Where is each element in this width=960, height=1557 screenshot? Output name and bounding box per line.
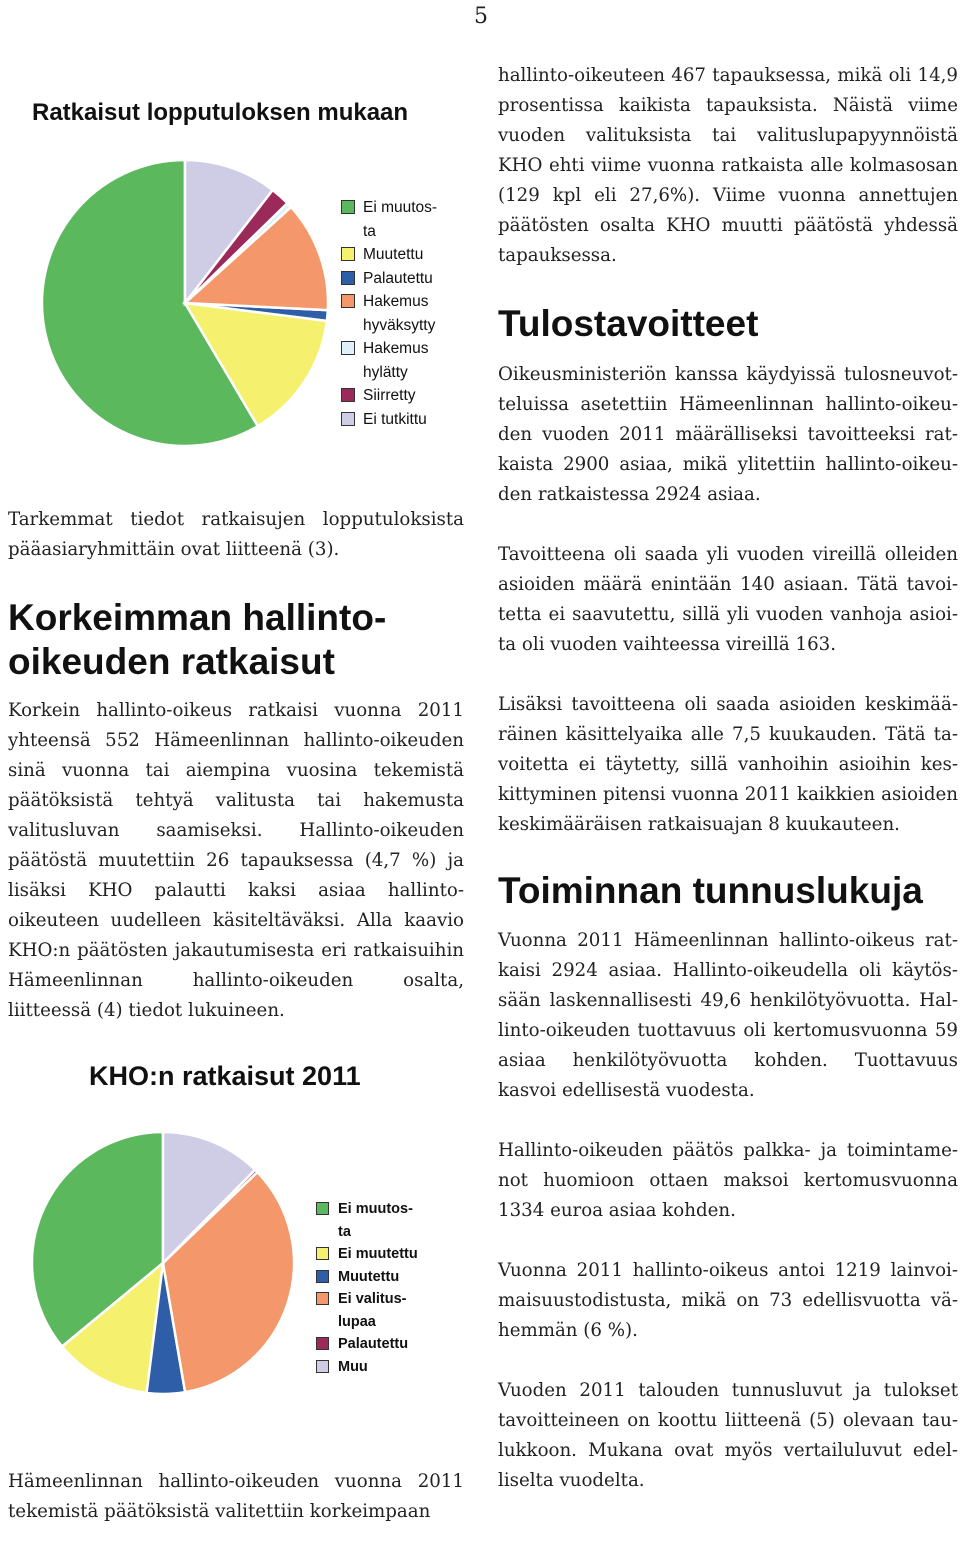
- tunnus-paragraph-4: Vuoden 2011 talouden tunnusluvut ja tulokset tavoitteineen on koottu liitteenä (5) olevaan taulukkoon. Mukana ovat myös vertailuluvut edelliselta vuodelta.: [498, 1380, 958, 1491]
- legend2-swatch-4: [316, 1337, 329, 1350]
- legend2-swatch-1: [316, 1247, 329, 1260]
- page-number: 5: [474, 4, 488, 29]
- legend2-label-1: Ei muutettu: [338, 1246, 418, 1262]
- tulos-paragraph-3: Lisäksi tavoitteena oli saada asioiden keskimääräinen käsittelyaika alle 7,5 kuukauden. Tätä tavoitetta ei täytetty, sillä vanhoihin asioihin keskittyminen pitensi vuonna 2011 kaikkien asioiden keskimääräisen ratkaisuajan 8 kuukauteen.: [498, 694, 958, 835]
- legend1-swatch-4: [341, 341, 355, 355]
- legend2-label-2: Muutettu: [338, 1268, 400, 1285]
- tunnus-paragraph-1: Vuonna 2011 Hämeenlinnan hallinto-oikeus ratkaisi 2924 asiaa. Hallinto-oikeudella oli käytössään laskennallisesti 49,6 henkilötyövuotta. Hallinto-oikeuden tuottavuus oli kertomusvuonna 59 asiaa henkilötyövuotta kohden. Tuottavuus kasvoi edellisestä vuodesta.: [498, 930, 958, 1101]
- legend2-item-3: [316, 1288, 418, 1333]
- appeal-paragraph-continued: hallinto-oikeuteen 467 tapauksessa, mikä oli 14,9 prosentissa kaikista tapauksista. Näistä viime vuoden valituksista tai valituslupapyynnöistä KHO ehti viime vuonna ratkaista alle kolmasosan (129 kpl eli 27,6%). Viime vuonna annettujen päätösten osalta KHO muutti päätöstä yhdessä tapauksessa.: [498, 65, 958, 266]
- legend1-item-5: [341, 384, 437, 408]
- legend2-swatch-2: [316, 1270, 329, 1283]
- chart1-title: Ratkaisut lopputuloksen mukaan: [32, 99, 409, 126]
- legend1-item-2: [341, 267, 437, 291]
- tulos-paragraph-1: Oikeusministeriön kanssa käydyissä tulosneuvotteluissa asetettiin Hämeenlinnan hallinto-oikeuden vuoden 2011 määrälliseksi tavoitteeksi ratkaista 2900 asiaa, mikä ylitettiin hallinto-oikeuden ratkaistessa 2924 asiaa.: [498, 364, 958, 505]
- legend2-label-0: Ei muutos- ta: [338, 1201, 413, 1240]
- legend1-swatch-1: [341, 247, 355, 261]
- legend1-swatch-3: [341, 294, 355, 308]
- tunnus-paragraph-2: Hallinto-oikeuden päätös palkka- ja toimintamenot huomioon ottaen maksoi kertomusvuonna 1334 euroa asiaa kohden.: [498, 1140, 958, 1221]
- legend1-item-6: [341, 408, 437, 432]
- legend1-label-0: Ei muutos- ta: [363, 199, 438, 240]
- legend1-item-4: [341, 337, 437, 384]
- legend1-label-1: Muutettu: [363, 246, 424, 263]
- legend1-swatch-6: [341, 412, 355, 426]
- chart1-caption: Tarkemmat tiedot ratkaisujen lopputuloksista pääasiaryhmittäin ovat liitteenä (3).: [8, 509, 464, 560]
- legend1-swatch-0: [341, 200, 355, 214]
- chart2-legend: [316, 1198, 418, 1378]
- legend2-item-4: [316, 1333, 418, 1356]
- legend1-item-0: [341, 196, 437, 243]
- legend2-swatch-5: [316, 1360, 329, 1373]
- section-heading-kho: Korkeimman hallinto- oikeuden ratkaisut: [8, 597, 387, 682]
- legend2-item-1: [316, 1243, 418, 1266]
- legend2-label-4: Palautettu: [338, 1336, 409, 1352]
- legend2-item-0: [316, 1198, 418, 1243]
- legend1-item-1: [341, 243, 437, 267]
- tunnus-paragraph-3: Vuonna 2011 hallinto-oikeus antoi 1219 lainvoimaisuustodistusta, mikä on 73 edellisvuotta vähemmän (6 %).: [498, 1260, 958, 1341]
- legend1-label-4: Hakemus hylätty: [363, 340, 429, 381]
- legend2-item-2: [316, 1266, 418, 1289]
- legend2-item-5: [316, 1356, 418, 1379]
- appeal-paragraph: Hämeenlinnan hallinto-oikeuden vuonna 2011 tekemistä päätöksistä valitettiin korkeimpaan: [8, 1471, 464, 1522]
- pie-chart-ratkaisut: [40, 158, 330, 448]
- legend1-swatch-2: [341, 271, 355, 285]
- legend1-swatch-5: [341, 388, 355, 402]
- chart1-legend: [341, 196, 437, 431]
- legend1-label-2: Palautettu: [363, 269, 433, 287]
- legend2-label-5: Muu: [338, 1358, 368, 1375]
- heading-tunnusluvut: Toiminnan tunnuslukuja: [498, 870, 923, 911]
- chart2-title: KHO:n ratkaisut 2011: [89, 1061, 361, 1091]
- legend1-label-3: Hakemus hyväksytty: [363, 293, 436, 334]
- legend1-label-6: Ei tutkittu: [363, 410, 427, 428]
- tulos-paragraph-2: Tavoitteena oli saada yli vuoden vireillä olleiden asioiden määrä enintään 140 asiaan. Tätä tavoitetta ei saavutettu, sillä yli vuoden vanhoja asioita oli vuoden vaihteessa vireillä 163.: [498, 544, 958, 655]
- heading-tulostavoitteet: Tulostavoitteet: [498, 303, 759, 344]
- legend1-item-3: [341, 290, 437, 337]
- legend2-swatch-3: [316, 1292, 329, 1305]
- legend2-label-3: Ei valitus- lupaa: [338, 1291, 407, 1330]
- legend1-label-5: Siirretty: [363, 387, 416, 404]
- kho-paragraph: Korkein hallinto-oikeus ratkaisi vuonna 2011 yhteensä 552 Hämeenlinnan hallinto-oikeuden sinä vuonna tai aiempina vuosina tekemistä päätöksistä tehtyä valitusta tai hakemusta valitusluvan saamiseksi. Hallinto-oikeuden päätöstä muutettiin 26 tapauksessa (4,7 %) ja lisäksi KHO palautti kaksi asiaa hallinto-oikeuteen uudelleen käsiteltäväksi. Alla kaavio KHO:n päätösten jakautumisesta eri ratkaisuihin Hämeenlinnan hallinto-oikeuden osalta, liitteessä (4) tiedot lukuineen.: [8, 700, 464, 1021]
- pie-chart-kho: [30, 1130, 296, 1396]
- legend2-swatch-0: [316, 1202, 329, 1215]
